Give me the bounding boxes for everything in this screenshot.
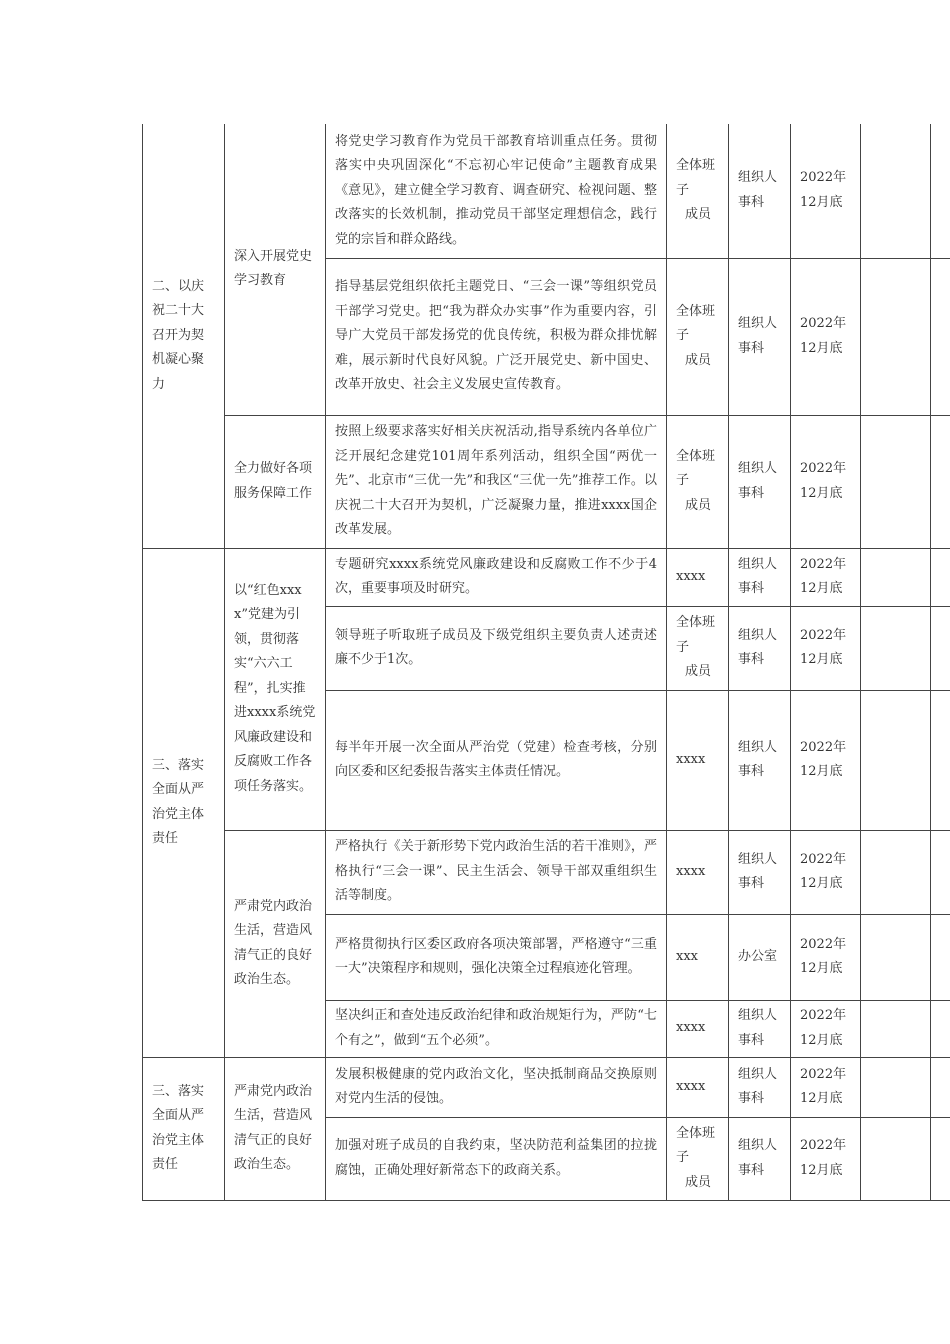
category-cell: 三、落实全面从严治党主体责任 xyxy=(143,548,225,1057)
empty-cell xyxy=(861,606,931,690)
empty-cell xyxy=(931,830,950,914)
lead-cell xyxy=(667,1117,729,1200)
dept-cell: 组织人事科 xyxy=(729,830,791,914)
empty-cell xyxy=(931,548,950,606)
deadline-cell: 2022年12月底 xyxy=(791,548,861,606)
lead-text: 全体班子 xyxy=(676,1125,716,1166)
dept-cell: 组织人事科 xyxy=(729,258,791,415)
empty-cell xyxy=(861,690,931,830)
empty-cell xyxy=(931,690,950,830)
empty-cell xyxy=(861,548,931,606)
task-cell: 严肃党内政治生活，营造风清气正的良好政治生态。 xyxy=(225,1057,326,1200)
deadline-cell: 2022年12月底 xyxy=(791,1000,861,1057)
lead-text: 全体班子 xyxy=(676,158,716,198)
task-cell: 严肃党内政治生活，营造风清气正的良好政治生态。 xyxy=(225,830,326,1057)
lead-cell xyxy=(667,258,729,415)
work-plan-table xyxy=(142,124,950,1201)
lead-cell: xxxx xyxy=(667,690,729,830)
dept-cell: 组织人事科 xyxy=(729,606,791,690)
empty-cell xyxy=(861,1000,931,1057)
category-cell: 三、落实全面从严治党主体责任 xyxy=(143,1057,225,1200)
table-row xyxy=(143,830,950,914)
dept-cell: 组织人事科 xyxy=(729,1117,791,1200)
dept-cell: 办公室 xyxy=(729,914,791,1000)
content-cell: 将党史学习教育作为党员干部教育培训重点任务。贯彻落实中央巩固深化“不忘初心牢记使命”主题教育成果《意见》，建立健全学习教育、调查研究、检视问题、整改落实的长效机制，推动党员干部坚定理想信念，践行党的宗旨和群众路线。 xyxy=(326,124,667,258)
table-row xyxy=(143,548,950,606)
lead-text: 全体班子 xyxy=(676,303,716,344)
content-cell: 每半年开展一次全面从严治党（党建）检查考核，分别向区委和区纪委报告落实主体责任情况。 xyxy=(326,690,667,830)
content-cell: 严格贯彻执行区委区政府各项决策部署，严格遵守“三重一大”决策程序和规则，强化决策全过程痕迹化管理。 xyxy=(326,914,667,1000)
empty-cell xyxy=(861,1117,931,1200)
lead-cell: xxxx xyxy=(667,1000,729,1057)
lead-cell xyxy=(667,606,729,690)
task-cell: 以“红色xxxx”党建为引领，贯彻落实“六六工程”，扎实推进xxxx系统党风廉政建设和反腐败工作各项任务落实。 xyxy=(225,548,326,830)
lead-cell: xxx xyxy=(667,914,729,1000)
lead-cell xyxy=(667,415,729,548)
empty-cell xyxy=(861,124,931,258)
task-cell: 深入开展党史学习教育 xyxy=(225,124,326,415)
dept-cell: 组织人事科 xyxy=(729,124,791,258)
empty-cell xyxy=(861,258,931,415)
empty-cell xyxy=(861,830,931,914)
dept-cell: 组织人事科 xyxy=(729,1000,791,1057)
deadline-cell: 2022年12月底 xyxy=(791,415,861,548)
empty-cell xyxy=(931,258,950,415)
dept-cell: 组织人事科 xyxy=(729,1057,791,1117)
lead-cell: xxxx xyxy=(667,548,729,606)
lead-text: 全体班子 xyxy=(676,615,716,655)
empty-cell xyxy=(861,1057,931,1117)
content-cell: 指导基层党组织依托主题党日、“三会一课”等组织党员干部学习党史。把“我为群众办实事”作为重要内容，引导广大党员干部发扬党的优良传统，积极为群众排忧解难，展示新时代良好风貌。广泛开展党史、新中国史、改革开放史、社会主义发展史宣传教育。 xyxy=(326,258,667,415)
deadline-cell: 2022年12月底 xyxy=(791,830,861,914)
dept-cell: 组织人事科 xyxy=(729,690,791,830)
empty-cell xyxy=(931,1117,950,1200)
content-cell: 加强对班子成员的自我约束，坚决防范利益集团的拉拢腐蚀，正确处理好新常态下的政商关系。 xyxy=(326,1117,667,1200)
lead-text-2: 成员 xyxy=(685,664,712,680)
lead-cell: xxxx xyxy=(667,1057,729,1117)
task-cell: 全力做好各项服务保障工作 xyxy=(225,415,326,548)
deadline-cell: 2022年12月底 xyxy=(791,914,861,1000)
empty-cell xyxy=(861,914,931,1000)
empty-cell xyxy=(931,415,950,548)
category-cell: 二、以庆祝二十大召开为契机凝心聚力 xyxy=(143,124,225,548)
deadline-cell: 2022年12月底 xyxy=(791,1057,861,1117)
empty-cell xyxy=(931,914,950,1000)
lead-text: 全体班子 xyxy=(676,448,716,489)
lead-text-2: 成员 xyxy=(685,207,712,222)
empty-cell xyxy=(931,1000,950,1057)
lead-cell: xxxx xyxy=(667,830,729,914)
lead-text-2: 成员 xyxy=(685,497,712,513)
content-cell: 发展积极健康的党内政治文化，坚决抵制商品交换原则对党内生活的侵蚀。 xyxy=(326,1057,667,1117)
dept-cell: 组织人事科 xyxy=(729,548,791,606)
content-cell: 坚决纠正和查处违反政治纪律和政治规矩行为，严防“七个有之”，做到“五个必须”。 xyxy=(326,1000,667,1057)
content-cell: 领导班子听取班子成员及下级党组织主要负责人述责述廉不少于1次。 xyxy=(326,606,667,690)
table-row xyxy=(143,415,950,548)
table-row xyxy=(143,124,950,258)
lead-text-2: 成员 xyxy=(685,1174,712,1190)
dept-cell: 组织人事科 xyxy=(729,415,791,548)
deadline-cell: 2022年12月底 xyxy=(791,606,861,690)
lead-cell xyxy=(667,124,729,258)
content-cell: 按照上级要求落实好相关庆祝活动,指导系统内各单位广泛开展纪念建党101周年系列活动，组织全国“两优一先”、北京市“三优一先”和我区“三优一先”推荐工作。以庆祝二十大召开为契机，广泛凝聚力量，推进xxxx国企改革发展。 xyxy=(326,415,667,548)
content-cell: 专题研究xxxx系统党风廉政建设和反腐败工作不少于4次，重要事项及时研究。 xyxy=(326,548,667,606)
content-cell: 严格执行《关于新形势下党内政治生活的若干准则》，严格执行“三会一课”、民主生活会、领导干部双重组织生活等制度。 xyxy=(326,830,667,914)
deadline-cell: 2022年12月底 xyxy=(791,258,861,415)
deadline-cell: 2022年12月底 xyxy=(791,690,861,830)
lead-text-2: 成员 xyxy=(685,352,712,368)
empty-cell xyxy=(931,124,950,258)
empty-cell xyxy=(931,1057,950,1117)
empty-cell xyxy=(931,606,950,690)
table-row xyxy=(143,1057,950,1117)
deadline-cell: 2022年12月底 xyxy=(791,124,861,258)
empty-cell xyxy=(861,415,931,548)
deadline-cell: 2022年12月底 xyxy=(791,1117,861,1200)
